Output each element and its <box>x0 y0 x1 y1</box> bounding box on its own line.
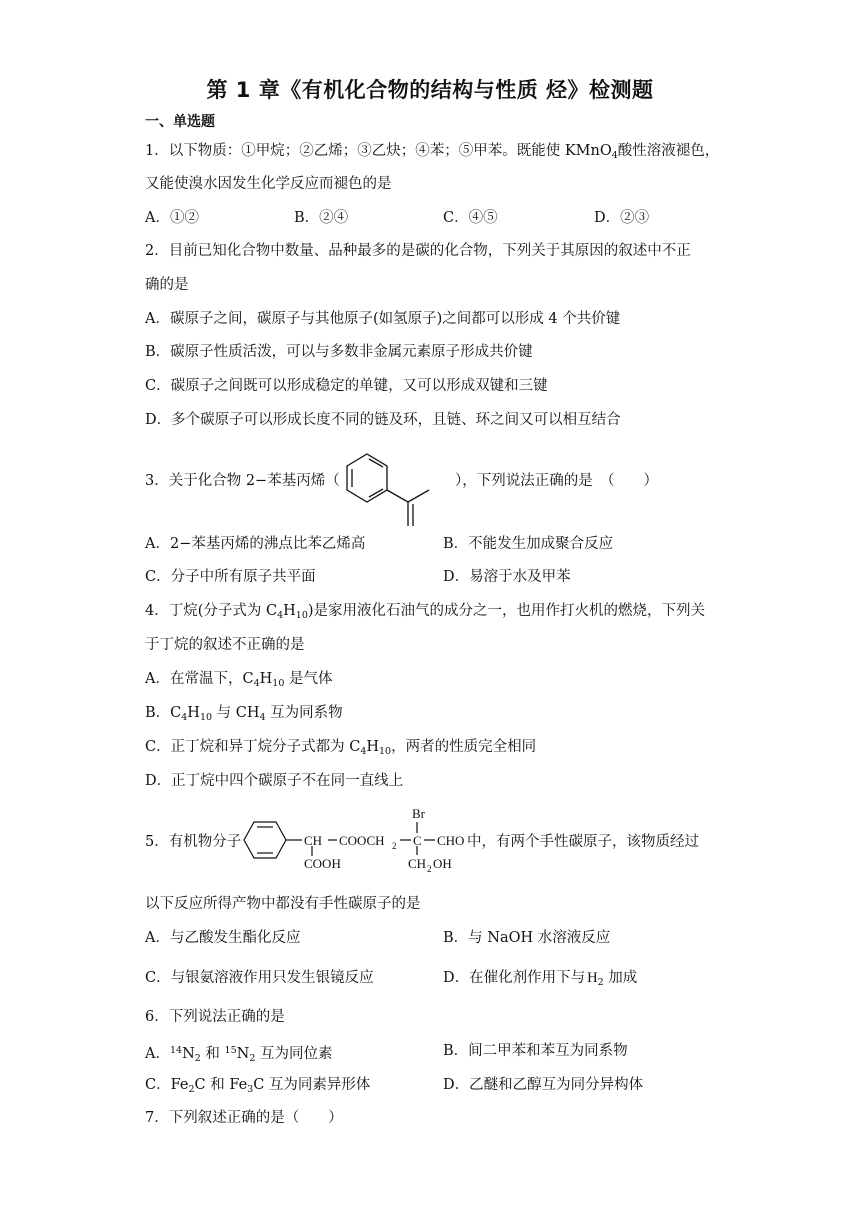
q2-option-a[interactable]: A．碳原子之间，碳原子与其他原子(如氢原子)之间都可以形成 4 个共价键 <box>145 311 621 327</box>
q5-stem-line2: 以下反应所得产物中都没有手性碳原子的是 <box>145 896 421 912</box>
mol-cho-label: CHO <box>437 833 465 848</box>
mol-ch-label: CH <box>304 833 323 848</box>
q6-option-c[interactable]: C．$Fe_2C$ 和 $Fe_3C$ 互为同素异形体 <box>145 1077 371 1095</box>
q2-stem-line2: 确的是 <box>145 277 189 293</box>
q7-stem: 7．下列叙述正确的是（ ） <box>145 1110 343 1126</box>
q6-option-b[interactable]: B．间二甲苯和苯互为同系物 <box>443 1043 628 1059</box>
page-title: 第 1 章《有机化合物的结构与性质 烃》检测题 <box>206 78 654 102</box>
q4-option-c[interactable]: C．正丁烷和异丁烷分子式都为 $C_4H_{10}$，两者的性质完全相同 <box>145 739 537 757</box>
mol-ch2oh-label-a: CH <box>408 856 427 871</box>
q6-option-d[interactable]: D．乙醚和乙醇互为同分异构体 <box>443 1077 644 1093</box>
mol-cooch-label: COOCH <box>339 833 385 848</box>
q1-option-b[interactable]: B．②④ <box>294 210 349 226</box>
q1-option-c[interactable]: C．④⑤ <box>443 210 498 226</box>
q5-stem-end: 中，有两个手性碳原子，该物质经过 <box>467 834 699 850</box>
q4-option-a[interactable]: A．在常温下，$C_4H_{10}$ 是气体 <box>145 671 333 689</box>
q3-stem-end: ），下列说法正确的是 （ ） <box>455 473 658 489</box>
q2-option-d[interactable]: D．多个碳原子可以形成长度不同的链及环，且链、环之间又可以相互结合 <box>145 412 621 428</box>
q4-option-d[interactable]: D．正丁烷中四个碳原子不在同一直线上 <box>145 773 404 789</box>
q1-option-a[interactable]: A．①② <box>145 210 199 226</box>
q1-stem-line2: 又能使溴水因发生化学反应而褪色的是 <box>145 176 392 192</box>
q3-option-a[interactable]: A．2−苯基丙烯的沸点比苯乙烯高 <box>145 536 366 552</box>
mol-ch2oh-sub: 2 <box>427 864 432 874</box>
q6-option-a[interactable]: A．$^{14}N_2$ 和 $^{15}N_2$ 互为同位素 <box>145 1045 333 1064</box>
q5-option-c[interactable]: C．与银氨溶液作用只发生银镜反应 <box>145 970 374 986</box>
q5-option-d[interactable]: D．在催化剂作用下与 $H_2$ 加成 <box>443 970 638 988</box>
mol-c-label: C <box>413 833 422 848</box>
q5-option-b[interactable]: B．与 NaOH 水溶液反应 <box>443 930 611 946</box>
mol-sub-2: 2 <box>392 841 397 851</box>
q3-option-b[interactable]: B．不能发生加成聚合反应 <box>443 536 614 552</box>
q4-option-b[interactable]: B．$C_4H_{10}$ 与 $CH_4$ 互为同系物 <box>145 705 343 723</box>
q5-stem-start: 5．有机物分子 <box>145 834 242 850</box>
q4-stem-line2: 于丁烷的叙述不正确的是 <box>145 637 305 653</box>
q1-option-d[interactable]: D．②③ <box>594 210 650 226</box>
q3-stem-start: 3．关于化合物 2−苯基丙烯（ <box>145 473 340 489</box>
q2-option-b[interactable]: B．碳原子性质活泼，可以与多数非金属元素原子形成共价键 <box>145 344 533 360</box>
q2-stem-line1: 2．目前已知化合物中数量、品种最多的是碳的化合物，下列关于其原因的叙述中不正 <box>145 243 691 259</box>
q5-option-a[interactable]: A．与乙酸发生酯化反应 <box>145 930 301 946</box>
2-phenylpropene-structure <box>335 440 450 528</box>
q3-option-d[interactable]: D．易溶于水及甲苯 <box>443 569 571 585</box>
chiral-compound-structure <box>236 800 476 880</box>
q6-stem: 6．下列说法正确的是 <box>145 1009 285 1025</box>
mol-cooh-label: COOH <box>304 856 341 871</box>
q2-option-c[interactable]: C．碳原子之间既可以形成稳定的单键，又可以形成双键和三键 <box>145 378 548 394</box>
mol-ch2oh-label-b: OH <box>433 856 452 871</box>
mol-br-label: Br <box>412 806 425 821</box>
section-heading: 一、单选题 <box>145 114 215 130</box>
q3-option-c[interactable]: C．分子中所有原子共平面 <box>145 569 316 585</box>
q1-stem-line1: 1．以下物质：①甲烷；②乙烯；③乙炔；④苯；⑤甲苯。既能使 KMnO$_4$酸性溶液褪色， <box>145 143 720 161</box>
q4-stem-line1: 4．丁烷(分子式为 $C_4H_{10}$)是家用液化石油气的成分之一，也用作打火机的燃烧，下列关 <box>145 603 706 621</box>
